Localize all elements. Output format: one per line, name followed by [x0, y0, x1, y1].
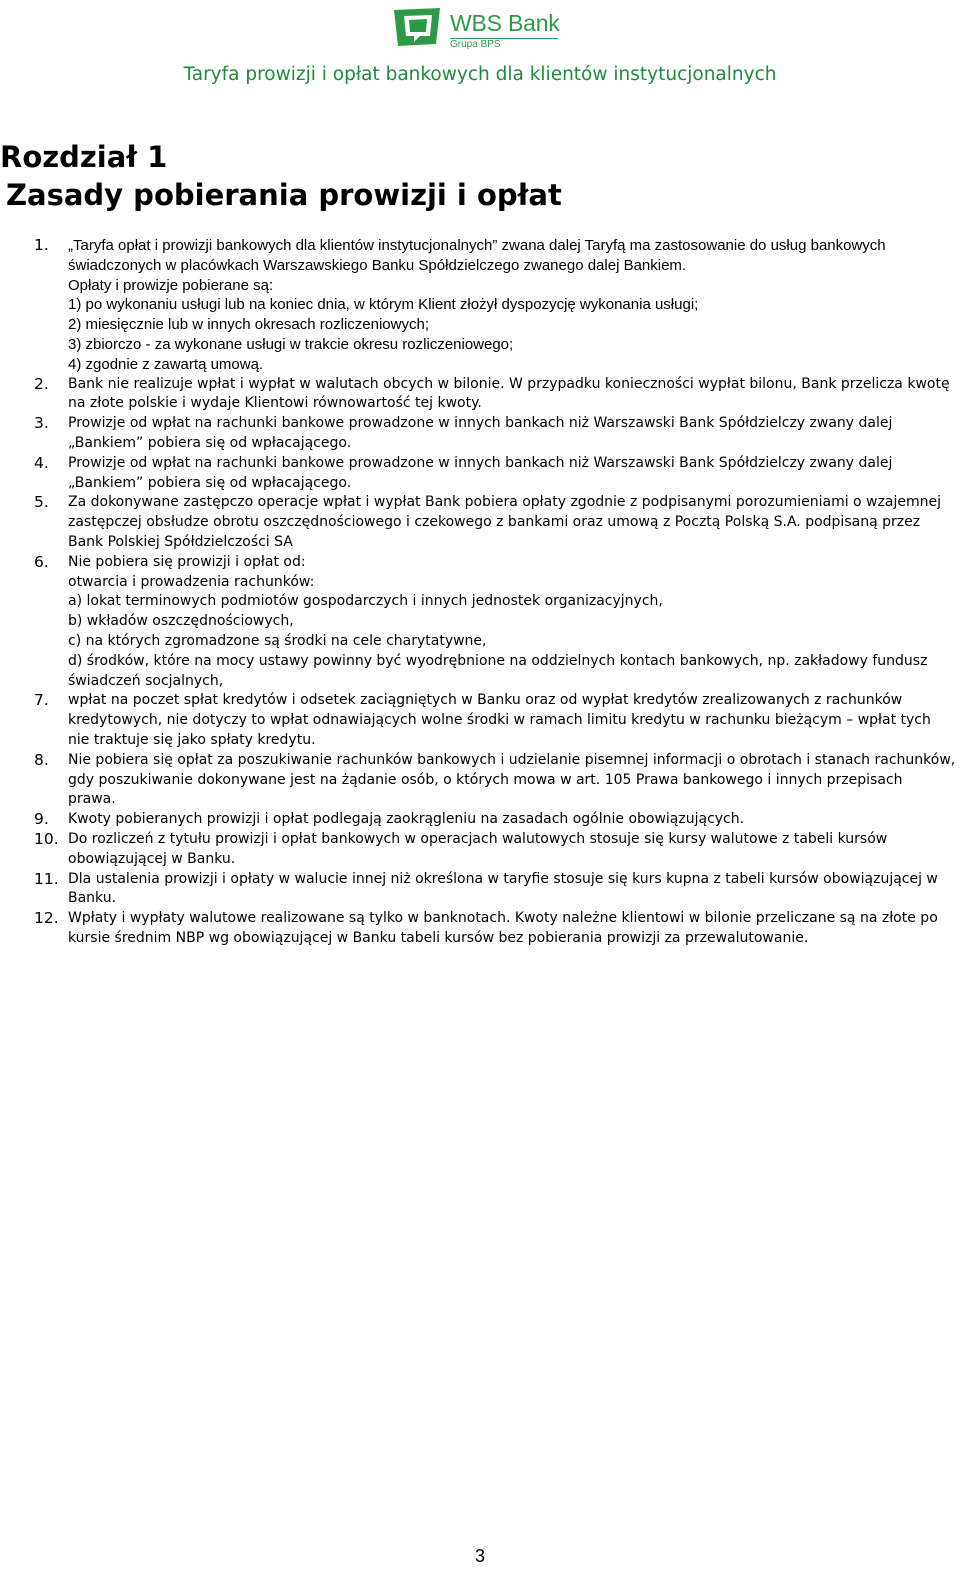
- text-line: 4) zgodnie z zawartą umową.: [68, 355, 264, 373]
- text-line: Wpłaty i wypłaty walutowe realizowane są tylko w banknotach. Kwoty należne klientowi w bilonie przeliczane są na złote po: [68, 910, 938, 927]
- list-item-number: 4.: [34, 453, 49, 472]
- list-item-number: 9.: [34, 810, 49, 829]
- text-line: kursie średnim NBP wg obowiązującej w Banku tabeli kursów bez pobierania prowizji za przewalutowanie.: [68, 929, 809, 946]
- text-line: Bank nie realizuje wpłat i wypłat w walutach obcych w bilonie. W przypadku konieczności wypłat bilonu, Bank przelicza kwotę: [68, 375, 950, 392]
- text-line: a) lokat terminowych podmiotów gospodarczych i innych jednostek organizacyjnych,: [68, 593, 663, 610]
- text-line: „Bankiem” pobiera się od wpłacającego.: [68, 474, 352, 491]
- text-line: Opłaty i prowizje pobierane są:: [68, 276, 274, 294]
- chapter-heading: [0, 138, 562, 214]
- page-header: [0, 0, 960, 100]
- text-line: prawa.: [68, 791, 116, 808]
- list-item-text: [68, 493, 952, 552]
- text-line: Dla ustalenia prowizji i opłaty w walucie innej niż określona w taryfie stosuje się kurs kupna z tabeli kursów obowiązującej w: [68, 870, 938, 887]
- list-item: [0, 493, 960, 552]
- text-line: Nie pobiera się prowizji i opłat od:: [68, 553, 306, 570]
- text-line: Bank Polskiej Spółdzielczości SA: [68, 533, 293, 550]
- text-line: Do rozliczeń z tytułu prowizji i opłat bankowych w operacjach walutowych stosuje się kursy walutowe z tabeli kursów: [68, 830, 888, 847]
- list-item: [0, 870, 960, 910]
- text-line: c) na których zgromadzone są środki na cele charytatywne,: [68, 632, 487, 649]
- list-item-number: 5.: [34, 493, 49, 512]
- list-item: [0, 236, 960, 375]
- text-line: Banku.: [68, 890, 117, 907]
- list-item-text: [68, 691, 952, 750]
- text-line: 1) po wykonaniu usługi lub na koniec dnia, w którym Klient złożył dyspozycję wykonania usługi;: [68, 296, 699, 314]
- text-line: 3) zbiorczo - za wykonane usługi w trakcie okresu rozliczeniowego;: [68, 335, 514, 353]
- list-item: [0, 454, 960, 494]
- list-item-text: [68, 553, 952, 692]
- page-number: 3: [474, 1546, 485, 1566]
- document-title: Taryfa prowizji i opłat bankowych dla klientów instytucjonalnych: [183, 64, 777, 85]
- list-item-number: 2.: [34, 374, 49, 393]
- wbs-bank-logo: [390, 6, 580, 50]
- chapter-title: Zasady pobierania prowizji i opłat: [6, 178, 562, 212]
- text-line: Prowizje od wpłat na rachunki bankowe prowadzone w innych bankach niż Warszawski Bank Spółdzielczy zwany dalej: [68, 454, 893, 471]
- text-line: Nie pobiera się opłat za poszukiwanie rachunków bankowych i udzielanie pisemnej informacji o obrotach i stanach rachunków,: [68, 751, 956, 768]
- list-item-number: 12.: [34, 909, 59, 928]
- text-line: d) środków, które na mocy ustawy powinny być wyodrębnione na oddzielnych kontach bankowych, np. zakładowy fundusz: [68, 652, 928, 669]
- chapter-number: Rozdział 1: [0, 140, 168, 174]
- text-line: Za dokonywane zastępczo operacje wpłat i wypłat Bank pobiera opłaty zgodnie z podpisanymi porozumieniami o wzajemnej: [68, 494, 941, 511]
- text-line: „Bankiem” pobiera się od wpłacającego.: [68, 434, 352, 451]
- list-item-number: 8.: [34, 750, 49, 769]
- logo-mark-icon: [390, 6, 446, 48]
- text-line: świadczeń socjalnych,: [68, 672, 224, 689]
- list-item-text: [68, 830, 952, 870]
- list-item: [0, 810, 960, 830]
- list-item-text: [68, 454, 952, 494]
- list-item-number: 10.: [34, 829, 59, 848]
- text-line: b) wkładów oszczędnościowych,: [68, 613, 294, 630]
- list-item: [0, 691, 960, 750]
- logo-subtitle: Grupa BPS: [450, 39, 501, 50]
- text-line: gdy poszukiwanie dokonywane jest na żądanie osób, o których mowa w art. 105 Prawa bankowego i innych przepisach: [68, 771, 903, 788]
- list-item-number: 6.: [34, 552, 49, 571]
- list-item: [0, 909, 960, 949]
- text-line: „Taryfa opłat i prowizji bankowych dla klientów instytucjonalnych” zwana dalej Taryfą ma zastosowanie do usług bankowych: [68, 237, 886, 254]
- list-item-text: [68, 870, 952, 910]
- list-item-number: 1.: [34, 236, 49, 254]
- text-line: kredytowych, nie dotyczy to wpłat odnawiających wolne środki w ramach limitu kredytu w rachunku bieżącym – wpłat tych: [68, 712, 931, 729]
- text-line: nie traktuje się jako spłaty kredytu.: [68, 731, 316, 748]
- text-line: świadczonych w placówkach Warszawskiego Banku Spółdzielczego zwanego dalej Bankiem.: [68, 256, 687, 274]
- list-item-number: 3.: [34, 414, 49, 433]
- text-line: na złote polskie i wydaje Klientowi równowartość tej kwoty.: [68, 395, 482, 412]
- list-item-number: 11.: [34, 869, 59, 888]
- list-item-text: [68, 375, 952, 415]
- logo-name: WBS Bank: [450, 10, 560, 36]
- list-item-text: [68, 751, 956, 810]
- list-item: [0, 375, 960, 415]
- text-line: wpłat na poczet spłat kredytów i odsetek zaciągniętych w Banku oraz od wypłat kredytów zrealizowanych z rachunków: [68, 692, 903, 709]
- text-line: zastępczej obsłudze obrotu oszczędnościowego i czekowego z bankami oraz umową z Pocztą Polską S.A. podpisaną przez: [68, 514, 921, 531]
- text-line: otwarcia i prowadzenia rachunków:: [68, 573, 315, 590]
- text-line: Prowizje od wpłat na rachunki bankowe prowadzone w innych bankach niż Warszawski Bank Spółdzielczy zwany dalej: [68, 415, 893, 432]
- text-line: obowiązującej w Banku.: [68, 850, 236, 867]
- rules-list: [0, 236, 960, 949]
- list-item-text: [68, 236, 952, 375]
- list-item: [0, 414, 960, 454]
- list-item: [0, 751, 960, 810]
- text-line: 2) miesięcznie lub w innych okresach rozliczeniowych;: [68, 316, 429, 334]
- text-line: Kwoty pobieranych prowizji i opłat podlegają zaokrągleniu na zasadach ogólnie obowiązujących.: [68, 811, 745, 828]
- list-item-number: 7.: [34, 691, 49, 710]
- list-item: [0, 553, 960, 692]
- list-item-text: [68, 909, 952, 949]
- list-item-text: [68, 414, 952, 454]
- list-item: [0, 830, 960, 870]
- list-item-text: [68, 810, 952, 830]
